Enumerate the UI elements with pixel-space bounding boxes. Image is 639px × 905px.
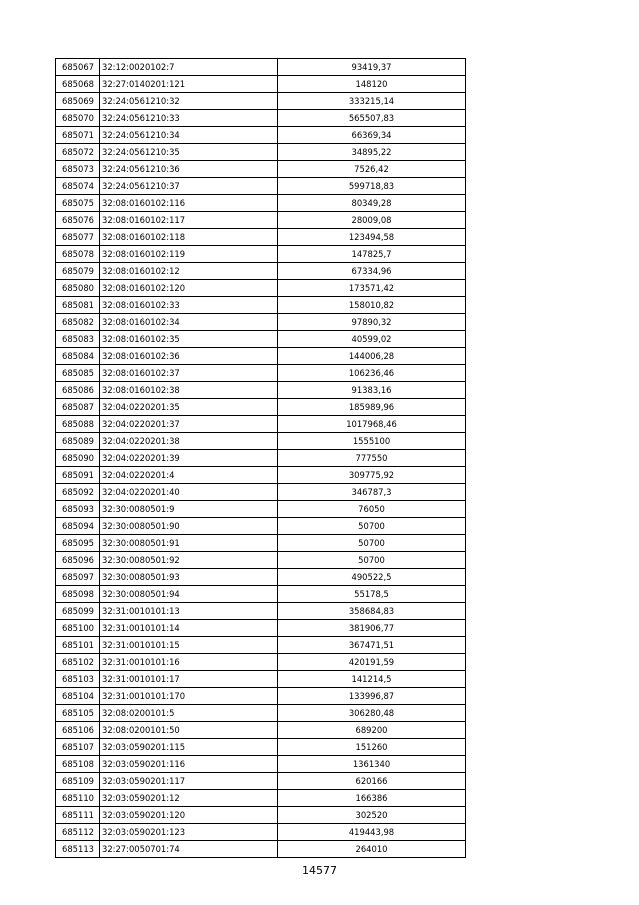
table-row bbox=[56, 603, 466, 620]
cadastral-number-cell: 32:04:0220201:4 bbox=[100, 467, 278, 484]
table-row bbox=[56, 416, 466, 433]
table-row bbox=[56, 756, 466, 773]
table-row bbox=[56, 841, 466, 858]
cadastral-number-cell: 32:30:0080501:9 bbox=[100, 501, 278, 518]
value-cell: 1361340 bbox=[278, 756, 466, 773]
value-cell: 50700 bbox=[278, 535, 466, 552]
row-id-cell: 685087 bbox=[56, 399, 100, 416]
table-row bbox=[56, 161, 466, 178]
row-id-cell: 685067 bbox=[56, 59, 100, 76]
row-id-cell: 685074 bbox=[56, 178, 100, 195]
cadastral-number-cell: 32:08:0200101:50 bbox=[100, 722, 278, 739]
cadastral-number-cell: 32:08:0160102:35 bbox=[100, 331, 278, 348]
table-body bbox=[56, 59, 466, 858]
page-number: 14577 bbox=[302, 864, 337, 877]
cadastral-number-cell: 32:03:0590201:117 bbox=[100, 773, 278, 790]
table-row bbox=[56, 467, 466, 484]
row-id-cell: 685088 bbox=[56, 416, 100, 433]
table-row bbox=[56, 824, 466, 841]
value-cell: 123494,58 bbox=[278, 229, 466, 246]
table-row bbox=[56, 246, 466, 263]
value-cell: 34895,22 bbox=[278, 144, 466, 161]
cadastral-number-cell: 32:08:0160102:36 bbox=[100, 348, 278, 365]
row-id-cell: 685103 bbox=[56, 671, 100, 688]
row-id-cell: 685100 bbox=[56, 620, 100, 637]
row-id-cell: 685096 bbox=[56, 552, 100, 569]
table-row bbox=[56, 739, 466, 756]
value-cell: 141214,5 bbox=[278, 671, 466, 688]
table-row bbox=[56, 501, 466, 518]
row-id-cell: 685071 bbox=[56, 127, 100, 144]
table-row bbox=[56, 586, 466, 603]
value-cell: 420191,59 bbox=[278, 654, 466, 671]
row-id-cell: 685113 bbox=[56, 841, 100, 858]
value-cell: 91383,16 bbox=[278, 382, 466, 399]
cadastral-number-cell: 32:03:0590201:115 bbox=[100, 739, 278, 756]
row-id-cell: 685094 bbox=[56, 518, 100, 535]
table-row bbox=[56, 59, 466, 76]
row-id-cell: 685076 bbox=[56, 212, 100, 229]
table-row bbox=[56, 569, 466, 586]
value-cell: 620166 bbox=[278, 773, 466, 790]
table-row bbox=[56, 331, 466, 348]
cadastral-number-cell: 32:24:0561210:34 bbox=[100, 127, 278, 144]
cadastral-number-cell: 32:24:0561210:32 bbox=[100, 93, 278, 110]
table-row bbox=[56, 110, 466, 127]
row-id-cell: 685078 bbox=[56, 246, 100, 263]
value-cell: 185989,96 bbox=[278, 399, 466, 416]
row-id-cell: 685098 bbox=[56, 586, 100, 603]
table-row bbox=[56, 705, 466, 722]
cadastral-number-cell: 32:04:0220201:39 bbox=[100, 450, 278, 467]
row-id-cell: 685082 bbox=[56, 314, 100, 331]
cadastral-number-cell: 32:04:0220201:37 bbox=[100, 416, 278, 433]
value-cell: 97890,32 bbox=[278, 314, 466, 331]
row-id-cell: 685090 bbox=[56, 450, 100, 467]
table-row bbox=[56, 433, 466, 450]
cadastral-number-cell: 32:24:0561210:33 bbox=[100, 110, 278, 127]
table-row bbox=[56, 314, 466, 331]
row-id-cell: 685102 bbox=[56, 654, 100, 671]
cadastral-number-cell: 32:08:0160102:37 bbox=[100, 365, 278, 382]
row-id-cell: 685099 bbox=[56, 603, 100, 620]
table-row bbox=[56, 654, 466, 671]
cadastral-number-cell: 32:31:0010101:15 bbox=[100, 637, 278, 654]
value-cell: 50700 bbox=[278, 518, 466, 535]
table-row bbox=[56, 348, 466, 365]
cadastral-number-cell: 32:08:0160102:117 bbox=[100, 212, 278, 229]
value-cell: 166386 bbox=[278, 790, 466, 807]
row-id-cell: 685101 bbox=[56, 637, 100, 654]
table-row bbox=[56, 620, 466, 637]
value-cell: 106236,46 bbox=[278, 365, 466, 382]
value-cell: 28009,08 bbox=[278, 212, 466, 229]
row-id-cell: 685106 bbox=[56, 722, 100, 739]
cadastral-number-cell: 32:08:0160102:38 bbox=[100, 382, 278, 399]
table-row bbox=[56, 535, 466, 552]
table-row bbox=[56, 773, 466, 790]
cadastral-number-cell: 32:31:0010101:13 bbox=[100, 603, 278, 620]
row-id-cell: 685081 bbox=[56, 297, 100, 314]
row-id-cell: 685104 bbox=[56, 688, 100, 705]
value-cell: 80349,28 bbox=[278, 195, 466, 212]
cadastral-number-cell: 32:30:0080501:94 bbox=[100, 586, 278, 603]
row-id-cell: 685108 bbox=[56, 756, 100, 773]
row-id-cell: 685068 bbox=[56, 76, 100, 93]
cadastral-number-cell: 32:08:0160102:119 bbox=[100, 246, 278, 263]
value-cell: 133996,87 bbox=[278, 688, 466, 705]
table-row bbox=[56, 722, 466, 739]
table-row bbox=[56, 178, 466, 195]
cadastral-number-cell: 32:08:0160102:118 bbox=[100, 229, 278, 246]
value-cell: 67334,96 bbox=[278, 263, 466, 280]
value-cell: 599718,83 bbox=[278, 178, 466, 195]
table-row bbox=[56, 93, 466, 110]
row-id-cell: 685105 bbox=[56, 705, 100, 722]
row-id-cell: 685097 bbox=[56, 569, 100, 586]
value-cell: 367471,51 bbox=[278, 637, 466, 654]
value-cell: 309775,92 bbox=[278, 467, 466, 484]
row-id-cell: 685107 bbox=[56, 739, 100, 756]
table-row bbox=[56, 297, 466, 314]
cadastral-number-cell: 32:03:0590201:120 bbox=[100, 807, 278, 824]
table-row bbox=[56, 399, 466, 416]
value-cell: 358684,83 bbox=[278, 603, 466, 620]
table-row bbox=[56, 518, 466, 535]
value-cell: 1555100 bbox=[278, 433, 466, 450]
value-cell: 144006,28 bbox=[278, 348, 466, 365]
value-cell: 302520 bbox=[278, 807, 466, 824]
cadastral-number-cell: 32:27:0050701:74 bbox=[100, 841, 278, 858]
value-cell: 689200 bbox=[278, 722, 466, 739]
table-row bbox=[56, 144, 466, 161]
table-row bbox=[56, 688, 466, 705]
row-id-cell: 685089 bbox=[56, 433, 100, 450]
table-row bbox=[56, 382, 466, 399]
row-id-cell: 685111 bbox=[56, 807, 100, 824]
value-cell: 40599,02 bbox=[278, 331, 466, 348]
value-cell: 565507,83 bbox=[278, 110, 466, 127]
row-id-cell: 685084 bbox=[56, 348, 100, 365]
value-cell: 173571,42 bbox=[278, 280, 466, 297]
row-id-cell: 685085 bbox=[56, 365, 100, 382]
cadastral-number-cell: 32:12:0020102:7 bbox=[100, 59, 278, 76]
row-id-cell: 685070 bbox=[56, 110, 100, 127]
cadastral-number-cell: 32:31:0010101:170 bbox=[100, 688, 278, 705]
row-id-cell: 685075 bbox=[56, 195, 100, 212]
cadastral-number-cell: 32:30:0080501:92 bbox=[100, 552, 278, 569]
table-row bbox=[56, 76, 466, 93]
row-id-cell: 685092 bbox=[56, 484, 100, 501]
row-id-cell: 685073 bbox=[56, 161, 100, 178]
cadastral-number-cell: 32:08:0160102:12 bbox=[100, 263, 278, 280]
table-row bbox=[56, 790, 466, 807]
value-cell: 777550 bbox=[278, 450, 466, 467]
row-id-cell: 685077 bbox=[56, 229, 100, 246]
cadastral-number-cell: 32:03:0590201:123 bbox=[100, 824, 278, 841]
cadastral-number-cell: 32:08:0160102:34 bbox=[100, 314, 278, 331]
cadastral-number-cell: 32:31:0010101:16 bbox=[100, 654, 278, 671]
cadastral-number-cell: 32:04:0220201:35 bbox=[100, 399, 278, 416]
cadastral-number-cell: 32:04:0220201:38 bbox=[100, 433, 278, 450]
row-id-cell: 685095 bbox=[56, 535, 100, 552]
row-id-cell: 685091 bbox=[56, 467, 100, 484]
row-id-cell: 685079 bbox=[56, 263, 100, 280]
table-row bbox=[56, 195, 466, 212]
cadastral-number-cell: 32:24:0561210:37 bbox=[100, 178, 278, 195]
row-id-cell: 685086 bbox=[56, 382, 100, 399]
value-cell: 147825,7 bbox=[278, 246, 466, 263]
row-id-cell: 685109 bbox=[56, 773, 100, 790]
cadastral-number-cell: 32:08:0160102:33 bbox=[100, 297, 278, 314]
row-id-cell: 685080 bbox=[56, 280, 100, 297]
table-row bbox=[56, 127, 466, 144]
value-cell: 346787,3 bbox=[278, 484, 466, 501]
table-row bbox=[56, 484, 466, 501]
cadastral-number-cell: 32:30:0080501:93 bbox=[100, 569, 278, 586]
value-cell: 419443,98 bbox=[278, 824, 466, 841]
cadastral-number-cell: 32:08:0160102:120 bbox=[100, 280, 278, 297]
table-row bbox=[56, 450, 466, 467]
cadastral-number-cell: 32:04:0220201:40 bbox=[100, 484, 278, 501]
cadastral-number-cell: 32:30:0080501:90 bbox=[100, 518, 278, 535]
value-cell: 66369,34 bbox=[278, 127, 466, 144]
row-id-cell: 685112 bbox=[56, 824, 100, 841]
value-cell: 158010,82 bbox=[278, 297, 466, 314]
value-cell: 76050 bbox=[278, 501, 466, 518]
row-id-cell: 685069 bbox=[56, 93, 100, 110]
row-id-cell: 685072 bbox=[56, 144, 100, 161]
value-cell: 490522,5 bbox=[278, 569, 466, 586]
cadastral-number-cell: 32:24:0561210:35 bbox=[100, 144, 278, 161]
row-id-cell: 685093 bbox=[56, 501, 100, 518]
cadastral-number-cell: 32:03:0590201:12 bbox=[100, 790, 278, 807]
cadastral-number-cell: 32:03:0590201:116 bbox=[100, 756, 278, 773]
cadastral-number-cell: 32:08:0160102:116 bbox=[100, 195, 278, 212]
value-cell: 333215,14 bbox=[278, 93, 466, 110]
value-cell: 50700 bbox=[278, 552, 466, 569]
table-row bbox=[56, 212, 466, 229]
value-cell: 55178,5 bbox=[278, 586, 466, 603]
value-cell: 7526,42 bbox=[278, 161, 466, 178]
table-row bbox=[56, 807, 466, 824]
cadastral-number-cell: 32:31:0010101:14 bbox=[100, 620, 278, 637]
value-cell: 151260 bbox=[278, 739, 466, 756]
data-table bbox=[55, 58, 466, 858]
value-cell: 93419,37 bbox=[278, 59, 466, 76]
cadastral-number-cell: 32:08:0200101:5 bbox=[100, 705, 278, 722]
row-id-cell: 685110 bbox=[56, 790, 100, 807]
cadastral-number-cell: 32:30:0080501:91 bbox=[100, 535, 278, 552]
table-row bbox=[56, 263, 466, 280]
value-cell: 148120 bbox=[278, 76, 466, 93]
table-row bbox=[56, 229, 466, 246]
value-cell: 306280,48 bbox=[278, 705, 466, 722]
value-cell: 264010 bbox=[278, 841, 466, 858]
value-cell: 1017968,46 bbox=[278, 416, 466, 433]
row-id-cell: 685083 bbox=[56, 331, 100, 348]
table-row bbox=[56, 637, 466, 654]
cadastral-number-cell: 32:27:0140201:121 bbox=[100, 76, 278, 93]
table-row bbox=[56, 365, 466, 382]
cadastral-number-cell: 32:31:0010101:17 bbox=[100, 671, 278, 688]
table-row bbox=[56, 280, 466, 297]
table-row bbox=[56, 552, 466, 569]
value-cell: 381906,77 bbox=[278, 620, 466, 637]
cadastral-number-cell: 32:24:0561210:36 bbox=[100, 161, 278, 178]
table-row bbox=[56, 671, 466, 688]
